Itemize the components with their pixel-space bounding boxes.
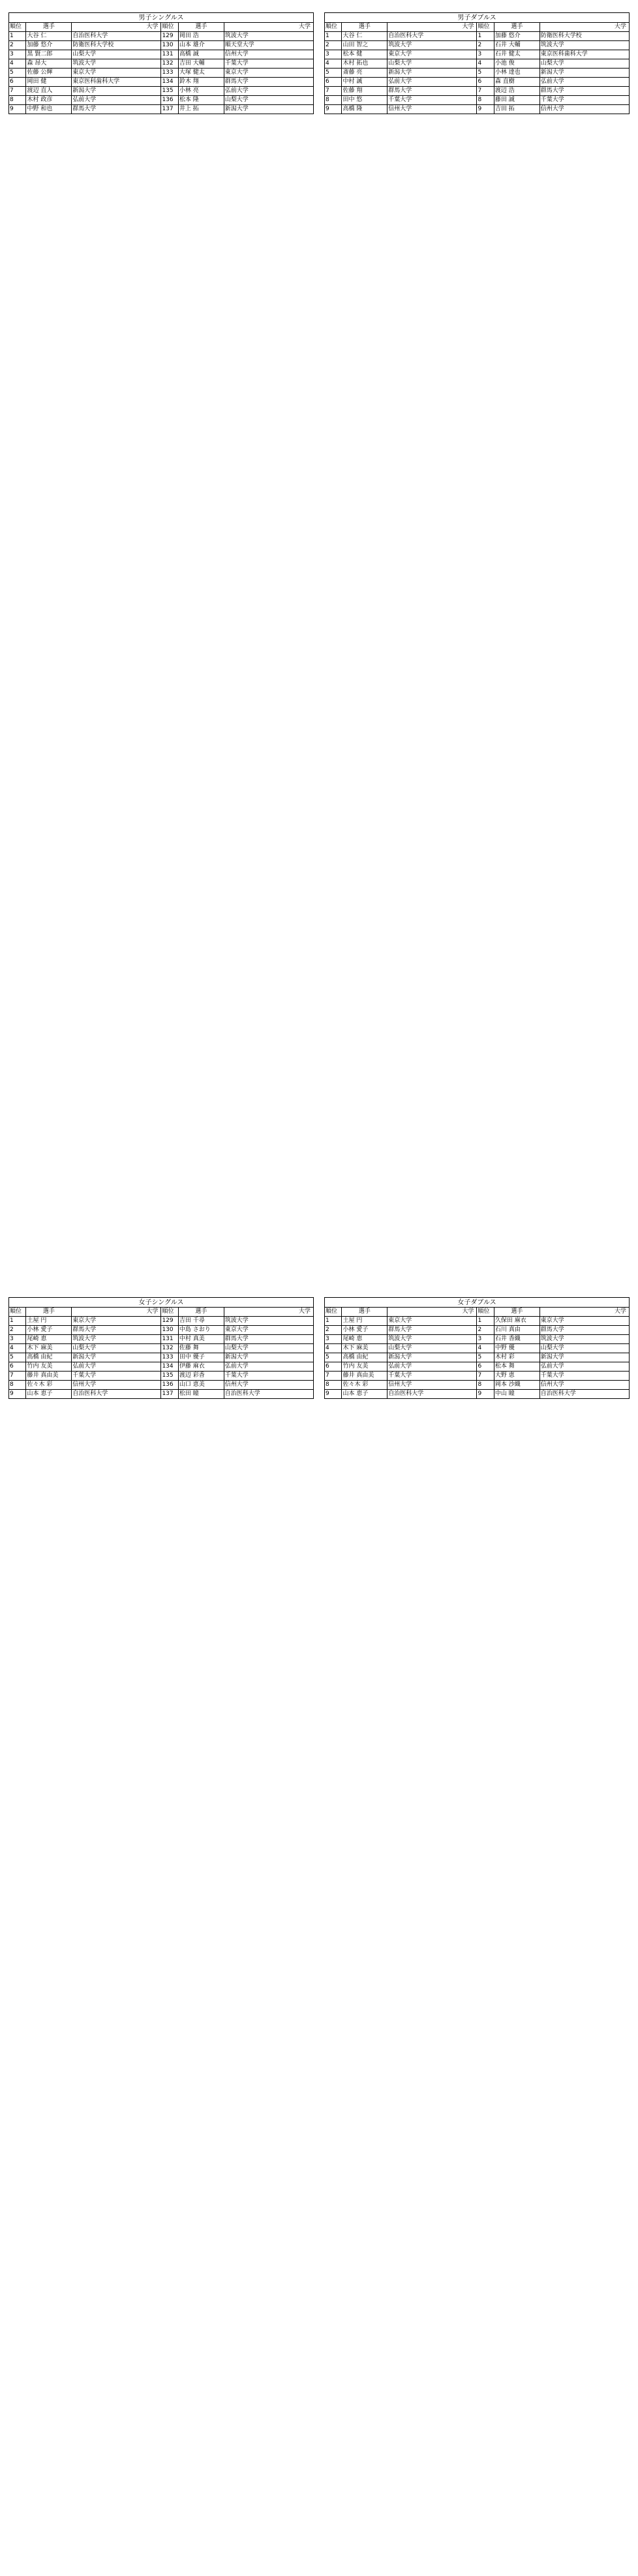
rank-cell: 132 <box>161 59 178 69</box>
player-name: 藤井 真由美 <box>342 1372 387 1381</box>
university: 山梨大学 <box>72 1344 161 1353</box>
university: 東京大学 <box>224 69 313 78</box>
university: 筑波大学 <box>387 1335 477 1344</box>
rank-cell: 3 <box>325 1335 342 1344</box>
rank-cell: 130 <box>161 41 178 50</box>
table-row <box>9 87 314 96</box>
university: 群馬大学 <box>539 1326 629 1335</box>
player-name: 木村 拓也 <box>342 59 387 69</box>
rank-cell: 131 <box>161 50 178 59</box>
rank-cell: 1 <box>477 1317 494 1326</box>
player-name: 中野 和也 <box>26 105 72 114</box>
rank-cell: 5 <box>325 1353 342 1362</box>
table-row <box>9 96 314 105</box>
university: 群馬大学 <box>387 87 477 96</box>
player-name: 吉田 大輔 <box>178 59 224 69</box>
table-title: 女子シングルス <box>9 1298 314 1308</box>
player-name: 中山 瞳 <box>494 1390 539 1399</box>
table-row <box>9 1317 314 1326</box>
rank-cell: 8 <box>9 96 26 105</box>
player-name: 小林 愛子 <box>26 1326 72 1335</box>
player-name: 松本 健 <box>342 50 387 59</box>
player-name: 藤田 誠 <box>494 96 539 105</box>
wd-table <box>324 1297 630 1399</box>
player-name: 高橋 由紀 <box>26 1353 72 1362</box>
rank-cell: 4 <box>477 59 494 69</box>
player-name: 松本 舞 <box>494 1362 539 1372</box>
university: 東京大学 <box>72 1317 161 1326</box>
table-row <box>325 96 630 105</box>
player-name: 中村 誠 <box>342 78 387 87</box>
table-row <box>325 1326 630 1335</box>
player-name: 竹内 友美 <box>342 1362 387 1372</box>
rank-cell: 6 <box>9 1362 26 1372</box>
rank-cell: 136 <box>161 96 178 105</box>
university: 防衛医科大学校 <box>539 32 629 41</box>
player-name: 山本 雄介 <box>178 41 224 50</box>
table-row <box>325 50 630 59</box>
rank-cell: 8 <box>477 1381 494 1390</box>
table-row <box>325 69 630 78</box>
university: 千葉大学 <box>387 1372 477 1381</box>
university: 山梨大学 <box>387 59 477 69</box>
player-name: 小林 達也 <box>494 69 539 78</box>
university: 群馬大学 <box>224 1335 313 1344</box>
table-title: 女子ダブルス <box>325 1298 630 1308</box>
player-name: 木下 麻美 <box>342 1344 387 1353</box>
university: 山梨大学 <box>72 50 161 59</box>
rank-cell: 129 <box>161 1317 178 1326</box>
university: 新潟大学 <box>224 105 313 114</box>
header-rank: 順位 <box>9 23 26 32</box>
university: 信州大学 <box>539 1381 629 1390</box>
player-name: 松本 隆 <box>178 96 224 105</box>
university: 自治医科大学 <box>224 1390 313 1399</box>
rank-cell: 134 <box>161 78 178 87</box>
rank-cell: 129 <box>161 32 178 41</box>
university: 新潟大学 <box>224 1353 313 1362</box>
player-name: 小林 愛子 <box>342 1326 387 1335</box>
player-name: 佐々木 彩 <box>26 1381 72 1390</box>
university: 千葉大学 <box>224 1372 313 1381</box>
header-univ: 大学 <box>539 23 629 32</box>
university: 信州大学 <box>72 1381 161 1390</box>
rank-cell: 133 <box>161 69 178 78</box>
rank-cell: 9 <box>9 105 26 114</box>
header-name: 選手 <box>494 23 539 32</box>
player-name: 山口 恵美 <box>178 1381 224 1390</box>
rank-cell: 2 <box>477 41 494 50</box>
header-name: 選手 <box>342 1308 387 1317</box>
university: 群馬大学 <box>72 1326 161 1335</box>
header-univ: 大学 <box>539 1308 629 1317</box>
player-name: 木下 麻美 <box>26 1344 72 1353</box>
player-name: 松田 瞳 <box>178 1390 224 1399</box>
university: 群馬大学 <box>72 105 161 114</box>
rank-cell: 2 <box>9 1326 26 1335</box>
player-name: 岡田 浩 <box>178 32 224 41</box>
university: 千葉大学 <box>539 1372 629 1381</box>
player-name: 大野 恵 <box>494 1372 539 1381</box>
rank-cell: 6 <box>9 78 26 87</box>
rank-cell: 3 <box>477 50 494 59</box>
university: 自治医科大学 <box>387 1390 477 1399</box>
university: 東京大学 <box>387 1317 477 1326</box>
rank-cell: 7 <box>9 87 26 96</box>
player-name: 中野 優 <box>494 1344 539 1353</box>
player-name: 吉田 拓 <box>494 105 539 114</box>
university: 東京大学 <box>224 1326 313 1335</box>
rank-cell: 6 <box>325 1362 342 1372</box>
table-row <box>9 105 314 114</box>
university: 信州大学 <box>224 50 313 59</box>
header-univ: 大学 <box>224 1308 313 1317</box>
table-row <box>325 105 630 114</box>
rank-cell: 3 <box>9 50 26 59</box>
university: 防衛医科大学校 <box>72 41 161 50</box>
header-univ: 大学 <box>224 23 313 32</box>
university: 山梨大学 <box>387 1344 477 1353</box>
rank-cell: 5 <box>477 69 494 78</box>
table-row <box>325 1335 630 1344</box>
university: 山梨大学 <box>539 1344 629 1353</box>
university: 自治医科大学 <box>72 32 161 41</box>
university: 筑波大学 <box>72 59 161 69</box>
university: 筑波大学 <box>539 41 629 50</box>
university: 弘前大学 <box>387 1362 477 1372</box>
rank-cell: 1 <box>325 1317 342 1326</box>
player-name: 高橋 由紀 <box>342 1353 387 1362</box>
university: 弘前大学 <box>539 78 629 87</box>
table-row <box>325 1353 630 1362</box>
rank-cell: 134 <box>161 1362 178 1372</box>
university: 筑波大学 <box>387 41 477 50</box>
rank-cell: 4 <box>477 1344 494 1353</box>
player-name: 佐々木 彩 <box>342 1381 387 1390</box>
header-rank: 順位 <box>325 1308 342 1317</box>
header-name: 選手 <box>26 23 72 32</box>
rank-cell: 5 <box>9 69 26 78</box>
university: 東京大学 <box>539 1317 629 1326</box>
university: 新潟大学 <box>387 69 477 78</box>
table-title: 男子シングルス <box>9 13 314 23</box>
rank-cell: 7 <box>9 1372 26 1381</box>
player-name: 鈴木 翔 <box>178 78 224 87</box>
university: 群馬大学 <box>539 87 629 96</box>
rank-cell: 4 <box>9 1344 26 1353</box>
table-row <box>325 1390 630 1399</box>
md-table <box>324 12 630 114</box>
university: 弘前大学 <box>224 1362 313 1372</box>
university: 弘前大学 <box>72 1362 161 1372</box>
header-rank: 順位 <box>477 23 494 32</box>
header-rank: 順位 <box>477 1308 494 1317</box>
rank-cell: 9 <box>325 1390 342 1399</box>
rank-cell: 9 <box>477 105 494 114</box>
rank-cell: 7 <box>477 87 494 96</box>
player-name: 井上 拓 <box>178 105 224 114</box>
university: 弘前大学 <box>224 87 313 96</box>
table-row <box>9 1362 314 1372</box>
player-name: 岡本 沙織 <box>494 1381 539 1390</box>
table-row <box>9 1326 314 1335</box>
player-name: 渡辺 浩 <box>494 87 539 96</box>
rank-cell: 7 <box>325 1372 342 1381</box>
rank-cell: 7 <box>325 87 342 96</box>
university: 弘前大学 <box>72 96 161 105</box>
player-name: 森 直樹 <box>494 78 539 87</box>
rank-cell: 130 <box>161 1326 178 1335</box>
player-name: 森 昂大 <box>26 59 72 69</box>
rank-cell: 5 <box>477 1353 494 1362</box>
table-row <box>9 50 314 59</box>
table-row <box>325 1344 630 1353</box>
rank-cell: 1 <box>325 32 342 41</box>
player-name: 尾崎 恵 <box>342 1335 387 1344</box>
player-name: 岡田 健 <box>26 78 72 87</box>
university: 東京医科歯科大学 <box>72 78 161 87</box>
table-row <box>9 1344 314 1353</box>
table-row <box>9 1353 314 1362</box>
player-name: 大谷 仁 <box>26 32 72 41</box>
rank-cell: 2 <box>325 41 342 50</box>
university: 信州大学 <box>224 1381 313 1390</box>
university: 弘前大学 <box>539 1362 629 1372</box>
player-name: 田中 優子 <box>178 1353 224 1362</box>
university: 新潟大学 <box>387 1353 477 1362</box>
rank-cell: 3 <box>477 1335 494 1344</box>
rank-cell: 4 <box>9 59 26 69</box>
player-name: 藤井 真由美 <box>26 1372 72 1381</box>
table-row <box>325 1381 630 1390</box>
university: 新潟大学 <box>539 69 629 78</box>
rank-cell: 1 <box>9 1317 26 1326</box>
university: 新潟大学 <box>72 87 161 96</box>
table-row <box>325 87 630 96</box>
university: 筑波大学 <box>539 1335 629 1344</box>
player-name: 佐藤 翔 <box>342 87 387 96</box>
rank-cell: 5 <box>325 69 342 78</box>
rank-cell: 4 <box>325 59 342 69</box>
table-row <box>9 78 314 87</box>
player-name: 斎藤 亮 <box>342 69 387 78</box>
player-name: 久保田 麻衣 <box>494 1317 539 1326</box>
university: 千葉大学 <box>387 96 477 105</box>
header-name: 選手 <box>178 23 224 32</box>
university: 自治医科大学 <box>387 32 477 41</box>
rank-cell: 6 <box>477 1362 494 1372</box>
header-univ: 大学 <box>72 23 161 32</box>
player-name: 石川 真由 <box>494 1326 539 1335</box>
university: 千葉大学 <box>539 96 629 105</box>
university: 自治医科大学 <box>539 1390 629 1399</box>
table-row <box>325 41 630 50</box>
rank-cell: 131 <box>161 1335 178 1344</box>
player-name: 高橋 誠 <box>178 50 224 59</box>
player-name: 石井 大輔 <box>494 41 539 50</box>
rank-cell: 137 <box>161 105 178 114</box>
university: 千葉大学 <box>224 59 313 69</box>
rank-cell: 133 <box>161 1353 178 1362</box>
university: 東京大学 <box>387 50 477 59</box>
rank-cell: 2 <box>9 41 26 50</box>
player-name: 尾崎 恵 <box>26 1335 72 1344</box>
header-rank: 順位 <box>9 1308 26 1317</box>
header-rank: 順位 <box>161 23 178 32</box>
header-rank: 順位 <box>325 23 342 32</box>
university: 東京大学 <box>72 69 161 78</box>
player-name: 大谷 仁 <box>342 32 387 41</box>
table-row <box>325 1362 630 1372</box>
rank-cell: 9 <box>325 105 342 114</box>
university: 群馬大学 <box>387 1326 477 1335</box>
table-row <box>9 69 314 78</box>
university: 信州大学 <box>387 105 477 114</box>
table-row <box>325 32 630 41</box>
table-row <box>325 59 630 69</box>
university: 自治医科大学 <box>72 1390 161 1399</box>
table-row <box>9 1372 314 1381</box>
rank-cell: 2 <box>477 1326 494 1335</box>
table-title: 男子ダブルス <box>325 13 630 23</box>
rank-cell: 4 <box>325 1344 342 1353</box>
player-name: 伊藤 麻衣 <box>178 1362 224 1372</box>
university: 信州大学 <box>387 1381 477 1390</box>
player-name: 加藤 悠介 <box>494 32 539 41</box>
header-rank: 順位 <box>161 1308 178 1317</box>
table-row <box>9 41 314 50</box>
player-name: 石井 香織 <box>494 1335 539 1344</box>
university: 筑波大学 <box>224 1317 313 1326</box>
header-univ: 大学 <box>387 23 477 32</box>
rank-cell: 2 <box>325 1326 342 1335</box>
player-name: 山田 智之 <box>342 41 387 50</box>
university: 山梨大学 <box>224 1344 313 1353</box>
player-name: 土屋 円 <box>26 1317 72 1326</box>
rank-cell: 9 <box>477 1390 494 1399</box>
table-row <box>9 59 314 69</box>
rank-cell: 135 <box>161 87 178 96</box>
player-name: 中島 さおり <box>178 1326 224 1335</box>
header-name: 選手 <box>494 1308 539 1317</box>
header-name: 選手 <box>342 23 387 32</box>
rank-cell: 8 <box>9 1381 26 1390</box>
player-name: 山本 恵子 <box>26 1390 72 1399</box>
university: 弘前大学 <box>387 78 477 87</box>
player-name: 木村 彩 <box>494 1353 539 1362</box>
player-name: 石井 健太 <box>494 50 539 59</box>
university: 筑波大学 <box>224 32 313 41</box>
rank-cell: 8 <box>325 1381 342 1390</box>
player-name: 佐藤 舞 <box>178 1344 224 1353</box>
table-row <box>325 1372 630 1381</box>
rank-cell: 7 <box>477 1372 494 1381</box>
university: 新潟大学 <box>72 1353 161 1362</box>
university: 山梨大学 <box>224 96 313 105</box>
player-name: 大塚 健太 <box>178 69 224 78</box>
ms-table <box>8 12 314 114</box>
university: 千葉大学 <box>72 1372 161 1381</box>
rank-cell: 9 <box>9 1390 26 1399</box>
university: 順天堂大学 <box>224 41 313 50</box>
university: 新潟大学 <box>539 1353 629 1362</box>
player-name: 黒 賢二郎 <box>26 50 72 59</box>
university: 群馬大学 <box>224 78 313 87</box>
rank-cell: 3 <box>9 1335 26 1344</box>
header-name: 選手 <box>26 1308 72 1317</box>
table-row <box>9 1335 314 1344</box>
rank-cell: 1 <box>477 32 494 41</box>
player-name: 中村 真美 <box>178 1335 224 1344</box>
rank-cell: 5 <box>9 1353 26 1362</box>
rank-cell: 8 <box>325 96 342 105</box>
player-name: 吉田 千尋 <box>178 1317 224 1326</box>
rank-cell: 6 <box>477 78 494 87</box>
player-name: 小池 俊 <box>494 59 539 69</box>
table-row <box>9 1390 314 1399</box>
header-name: 選手 <box>178 1308 224 1317</box>
rank-cell: 137 <box>161 1390 178 1399</box>
university: 山梨大学 <box>539 59 629 69</box>
table-row <box>9 32 314 41</box>
rank-cell: 135 <box>161 1372 178 1381</box>
university: 筑波大学 <box>72 1335 161 1344</box>
player-name: 高橋 隆 <box>342 105 387 114</box>
rank-cell: 1 <box>9 32 26 41</box>
player-name: 加藤 悠介 <box>26 41 72 50</box>
header-univ: 大学 <box>387 1308 477 1317</box>
rank-cell: 8 <box>477 96 494 105</box>
player-name: 田中 悠 <box>342 96 387 105</box>
header-univ: 大学 <box>72 1308 161 1317</box>
player-name: 渡辺 彩香 <box>178 1372 224 1381</box>
player-name: 山本 恵子 <box>342 1390 387 1399</box>
table-row <box>9 1381 314 1390</box>
player-name: 竹内 友美 <box>26 1362 72 1372</box>
player-name: 木村 政彦 <box>26 96 72 105</box>
table-row <box>325 78 630 87</box>
player-name: 土屋 円 <box>342 1317 387 1326</box>
rank-cell: 6 <box>325 78 342 87</box>
ws-table <box>8 1297 314 1399</box>
player-name: 佐藤 公輝 <box>26 69 72 78</box>
rank-cell: 132 <box>161 1344 178 1353</box>
player-name: 渡辺 直人 <box>26 87 72 96</box>
university: 東京医科歯科大学 <box>539 50 629 59</box>
table-row <box>325 1317 630 1326</box>
university: 信州大学 <box>539 105 629 114</box>
rank-cell: 136 <box>161 1381 178 1390</box>
rank-cell: 3 <box>325 50 342 59</box>
player-name: 小林 亮 <box>178 87 224 96</box>
